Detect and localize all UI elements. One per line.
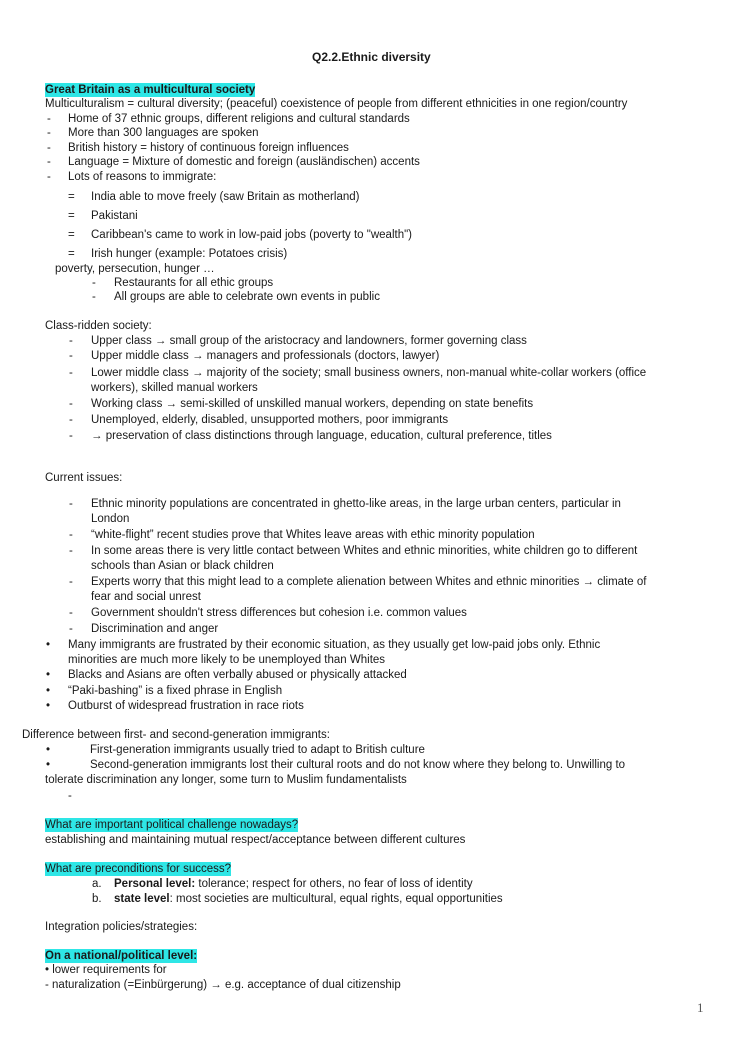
section-heading-generations: Difference between first- and second-generation immigrants:: [22, 729, 330, 741]
list-item: Lots of reasons to immigrate:: [68, 171, 217, 183]
question-preconditions: What are preconditions for success?: [45, 863, 232, 875]
dash-marker: -: [68, 790, 72, 802]
reason-item: Irish hunger (example: Potatoes crisis): [91, 248, 288, 260]
sub-item: Restaurants for all ethic groups: [114, 277, 274, 289]
dash-marker: -: [69, 498, 73, 510]
precondition-label: Personal level:: [114, 878, 196, 890]
list-item: More than 300 languages are spoken: [68, 127, 259, 139]
bullet-marker: •: [46, 685, 51, 697]
sub-item: All groups are able to celebrate own events in public: [114, 291, 380, 303]
answer-political-challenge: establishing and maintaining mutual respect/acceptance between different cultures: [45, 834, 466, 846]
reason-item: Pakistani: [91, 210, 138, 222]
dash-marker: -: [69, 545, 73, 557]
dash-marker: -: [47, 142, 51, 154]
list-item: Home of 37 ethnic groups, different religions and cultural standards: [68, 113, 410, 125]
dash-marker: -: [69, 529, 73, 541]
dash-marker: -: [47, 113, 51, 125]
national-level-heading: On a national/political level:: [45, 950, 198, 962]
bullet-item-continuation: tolerate discrimination any longer, some turn to Muslim fundamentalists: [45, 774, 407, 786]
reason-item: India able to move freely (saw Britain as motherland): [91, 191, 360, 203]
list-item: Discrimination and anger: [91, 623, 219, 635]
reason-item: Caribbean's came to work in low-paid jobs (poverty to "wealth"): [91, 229, 413, 241]
poverty-line: poverty, persecution, hunger …: [55, 263, 215, 275]
dash-marker: -: [47, 156, 51, 168]
list-item: Government shouldn't stress differences but cohesion i.e. common values: [91, 607, 467, 619]
integration-heading: Integration policies/strategies:: [45, 921, 198, 933]
bullet-marker: •: [46, 744, 51, 756]
bullet-item: Second-generation immigrants lost their cultural roots and do not know where they belong to. Unwilling to: [90, 759, 626, 771]
dash-marker: -: [92, 277, 96, 289]
list-marker-b: b.: [92, 893, 102, 905]
bullet-item: “Paki-bashing” is a fixed phrase in English: [68, 685, 283, 697]
list-item: Upper class → small group of the aristocracy and landowners, former governing class: [91, 335, 527, 347]
page-title: Q2.2.Ethnic diversity: [312, 50, 431, 64]
precondition-personal: [114, 877, 473, 891]
national-level-item: • lower requirements for: [45, 964, 167, 976]
list-item-continuation: workers), skilled manual workers: [91, 382, 258, 394]
dash-marker: -: [69, 414, 73, 426]
bullet-item-continuation: minorities are much more likely to be unemployed than Whites: [68, 654, 386, 666]
bullet-marker: •: [46, 700, 51, 712]
section-heading-class: Class-ridden society:: [45, 320, 152, 332]
list-item: Upper middle class → managers and professionals (doctors, lawyer): [91, 350, 440, 362]
section-heading-multicultural: Great Britain as a multicultural society: [45, 84, 256, 96]
dash-marker: -: [69, 623, 73, 635]
list-item: Experts worry that this might lead to a complete alienation between Whites and ethnic minorities → climate of: [91, 576, 647, 588]
page-number: 1: [697, 1000, 704, 1015]
dash-marker: -: [69, 335, 73, 347]
precondition-text: : most societies are multicultural, equal rights, equal opportunities: [169, 893, 503, 905]
bullet-marker: •: [46, 669, 51, 681]
list-item-continuation: schools than Asian or black children: [91, 560, 274, 572]
multiculturalism-definition: Multiculturalism = cultural diversity; (peaceful) coexistence of people from different ethnicities in one region/country: [45, 98, 628, 110]
dash-marker: -: [69, 607, 73, 619]
equals-marker: =: [68, 229, 75, 241]
equals-marker: =: [68, 210, 75, 222]
list-item-continuation: fear and social unrest: [91, 591, 201, 603]
list-item: Ethnic minority populations are concentrated in ghetto-like areas, in the large urban centers, particular in: [91, 498, 621, 510]
bullet-item: Blacks and Asians are often verbally abused or physically attacked: [68, 669, 407, 681]
national-level-item: - naturalization (=Einbürgerung) → e.g. acceptance of dual citizenship: [45, 979, 401, 991]
equals-marker: =: [68, 191, 75, 203]
precondition-label: state level: [114, 893, 170, 905]
dash-marker: -: [69, 350, 73, 362]
equals-marker: =: [68, 248, 75, 260]
bullet-item: Many immigrants are frustrated by their economic situation, as they usually get low-paid jobs only. Ethnic: [68, 639, 601, 651]
section-heading-issues: Current issues:: [45, 472, 123, 484]
bullet-marker: •: [46, 759, 51, 771]
list-item: Unemployed, elderly, disabled, unsupported mothers, poor immigrants: [91, 414, 449, 426]
dash-marker: -: [69, 398, 73, 410]
bullet-item: Outburst of widespread frustration in race riots: [68, 700, 304, 712]
precondition-state: [114, 892, 503, 906]
dash-marker: -: [69, 430, 73, 442]
bullet-item: First-generation immigrants usually tried to adapt to British culture: [90, 744, 425, 756]
dash-marker: -: [47, 127, 51, 139]
list-item-continuation: London: [91, 513, 130, 525]
question-political-challenge: What are important political challenge nowadays?: [45, 819, 299, 831]
list-item: Language = Mixture of domestic and foreign (ausländischen) accents: [68, 156, 420, 168]
list-item: “white-flight” recent studies prove that Whites leave areas with ethic minority population: [91, 529, 535, 541]
list-item: → preservation of class distinctions through language, education, cultural preference, titles: [91, 430, 552, 442]
list-item: Working class → semi-skilled of unskilled manual workers, depending on state benefits: [91, 398, 534, 410]
list-marker-a: a.: [92, 878, 102, 890]
list-item: In some areas there is very little contact between Whites and ethnic minorities, white children go to different: [91, 545, 638, 557]
precondition-text: tolerance; respect for others, no fear of loss of identity: [195, 878, 473, 890]
dash-marker: -: [69, 367, 73, 379]
list-item: Lower middle class → majority of the society; small business owners, non-manual white-collar workers (office: [91, 367, 647, 379]
list-item: British history = history of continuous foreign influences: [68, 142, 349, 154]
dash-marker: -: [69, 576, 73, 588]
dash-marker: -: [92, 291, 96, 303]
dash-marker: -: [47, 171, 51, 183]
bullet-marker: •: [46, 639, 51, 651]
